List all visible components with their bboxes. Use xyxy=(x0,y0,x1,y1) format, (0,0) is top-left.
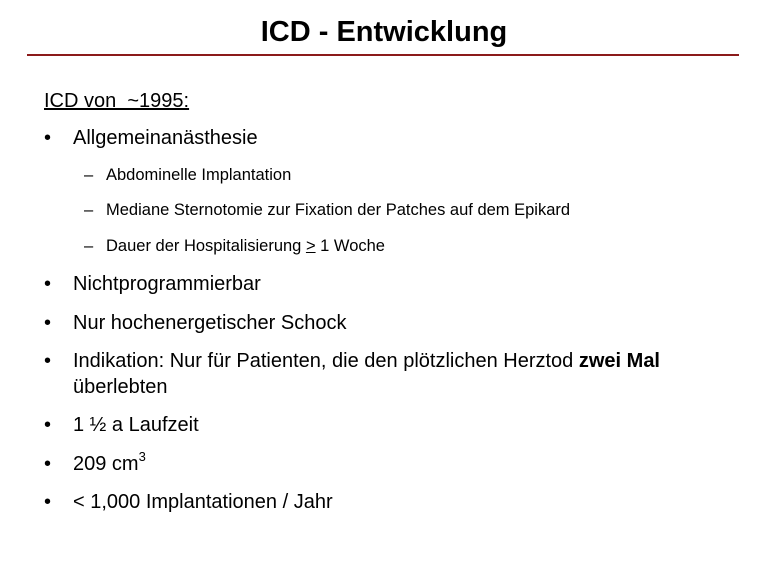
bullet-marker: • xyxy=(44,491,52,513)
list-item-text: Allgemeinanästhesie xyxy=(73,127,258,149)
list-item-text: Nichtprogrammierbar xyxy=(73,273,261,295)
list-item-text xyxy=(73,348,660,374)
sub-list-item xyxy=(0,199,768,221)
dash-marker: – xyxy=(84,201,94,219)
sub-list-item-text: Mediane Sternotomie zur Fixation der Patches auf dem Epikard xyxy=(106,201,571,219)
subheading: ICD von ~1995: xyxy=(44,90,190,112)
title-divider xyxy=(27,54,739,56)
volume-value: 209 cm xyxy=(73,453,139,475)
list-item xyxy=(0,271,768,297)
list-item xyxy=(0,489,768,515)
list-item-text: < 1,000 Implantationen / Jahr xyxy=(73,491,333,513)
bullet-marker: • xyxy=(44,273,52,295)
list-item-text: 1 ½ a Laufzeit xyxy=(73,414,199,436)
list-item-text-line2: überlebten xyxy=(73,376,168,398)
bullet-marker: • xyxy=(44,312,52,334)
sub-list-item-text xyxy=(106,235,385,257)
bullet-marker: • xyxy=(44,453,52,475)
slide-title: ICD - Entwicklung xyxy=(260,16,508,48)
indication-text: Indikation: Nur für Patienten, die den plötzlichen Herztod xyxy=(73,350,579,372)
sub-text-after: 1 Woche xyxy=(315,237,385,255)
dash-marker: – xyxy=(84,166,94,184)
bullet-marker: • xyxy=(44,350,52,372)
bullet-marker: • xyxy=(44,127,52,149)
bullet-marker: • xyxy=(44,414,52,436)
list-item-text: Nur hochenergetischer Schock xyxy=(73,312,347,334)
list-item xyxy=(0,412,768,438)
sub-text-before: Dauer der Hospitalisierung xyxy=(106,237,306,255)
volume-exponent: 3 xyxy=(138,449,146,465)
sub-list-item-text: Abdominelle Implantation xyxy=(106,166,292,184)
list-item xyxy=(0,348,768,400)
list-item xyxy=(0,451,768,477)
dash-marker: – xyxy=(84,237,94,255)
sub-list-item xyxy=(0,235,768,257)
list-item xyxy=(0,125,768,151)
list-item xyxy=(0,310,768,336)
indication-emphasis: zwei Mal xyxy=(578,350,660,372)
sub-list-item xyxy=(0,164,768,186)
list-item-text xyxy=(73,451,146,477)
greater-equal-symbol: > xyxy=(305,237,316,255)
